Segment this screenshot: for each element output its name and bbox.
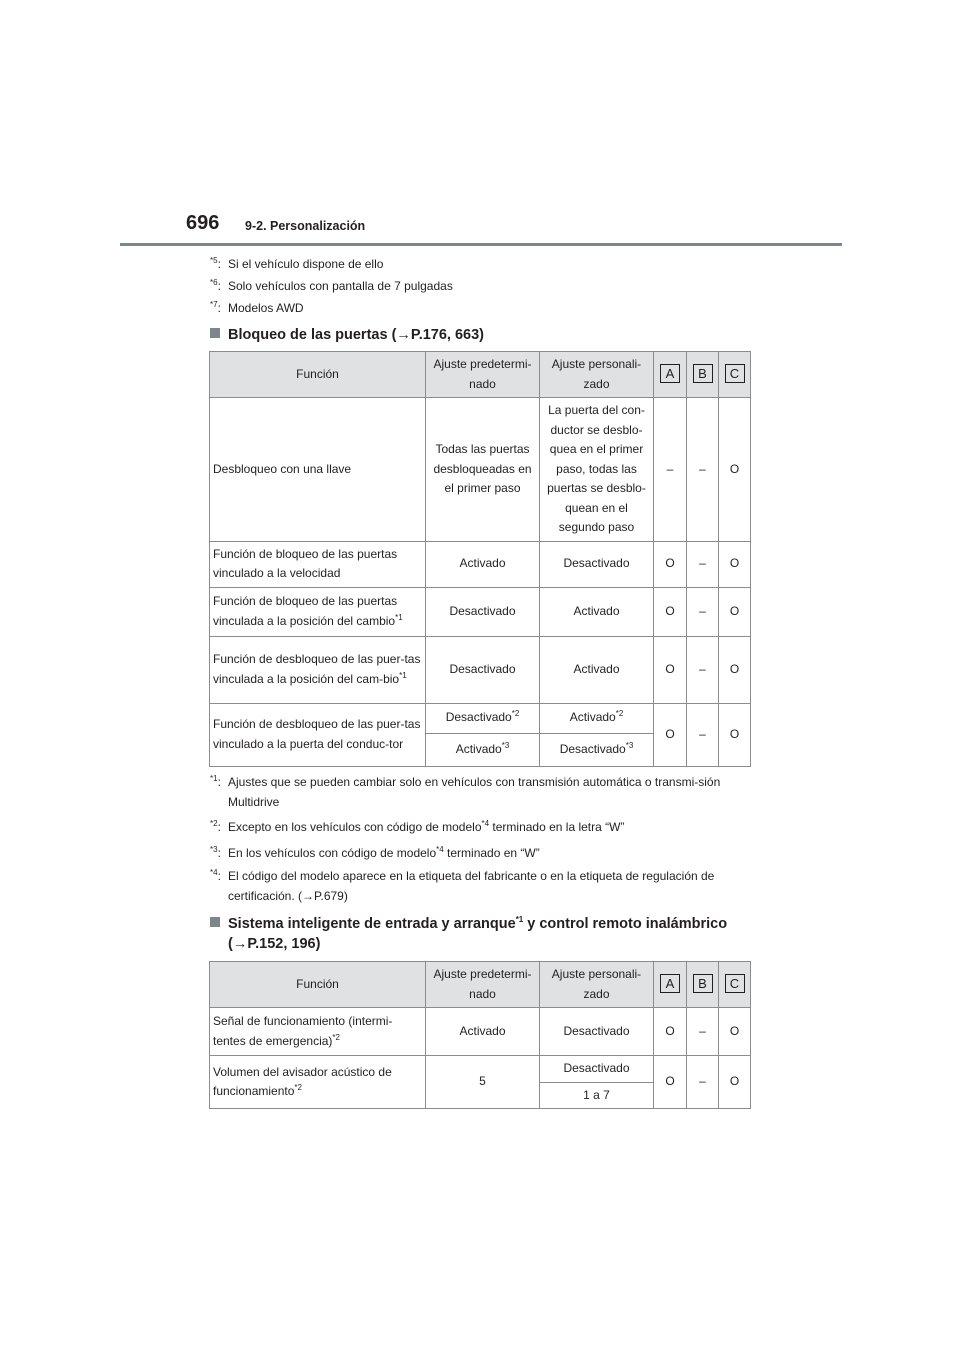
- cell-predeterminado: 5: [426, 1056, 540, 1109]
- footnote-mark: *6: [210, 278, 218, 287]
- table-row: [210, 398, 751, 542]
- col-header-funcion: Función: [210, 962, 426, 1008]
- cell-personalizado: Desactivado: [540, 1008, 654, 1056]
- cell-a: O: [654, 1008, 687, 1056]
- footnote-text: El código del modelo aparece en la etiqueta del fabricante o en la etiqueta de regulación de certificación. (→P.679): [228, 869, 715, 903]
- header-divider: [120, 243, 842, 246]
- cell-c: O: [719, 398, 751, 542]
- cell-predeterminado: Todas las puertas desbloqueadas en el primer paso: [426, 398, 540, 542]
- cell-funcion: Función de desbloqueo de las puer-tas vinculado a la puerta del conduc-tor: [210, 703, 426, 766]
- col-header-a: A: [660, 364, 680, 383]
- section-heading-door-lock: [210, 325, 484, 345]
- cell-a: O: [654, 587, 687, 636]
- cell-c: O: [719, 1008, 751, 1056]
- square-bullet-icon: [210, 328, 220, 338]
- footnote-mark: *4: [210, 868, 218, 877]
- cell-predeterminado: Activado$^{*3}$: [426, 733, 540, 766]
- footnote-text: Solo vehículos con pantalla de 7 pulgadas: [228, 279, 453, 293]
- footnote: $^{*6}$: Solo vehículos con pantalla de 7 pulgadas: [210, 276, 453, 296]
- cell-funcion: Función de bloqueo de las puertas vinculado a la velocidad: [210, 541, 426, 587]
- cell-personalizado: La puerta del con-ductor se desblo-quea en el primer paso, todas las puertas se desblo-quean en el segundo paso: [540, 398, 654, 542]
- section-heading-text: Bloqueo de las puertas (→P.176, 663): [228, 327, 484, 343]
- section-heading-smart-entry: [210, 914, 727, 954]
- footnote-mark: *7: [210, 300, 218, 309]
- square-bullet-icon: [210, 917, 220, 927]
- col-header-predeterminado: Ajuste predetermi-nado: [426, 352, 540, 398]
- cell-c: O: [719, 541, 751, 587]
- col-header-predeterminado: Ajuste predetermi-nado: [426, 962, 540, 1008]
- footnote-mark: *1: [210, 774, 218, 783]
- cell-personalizado: Activado: [540, 587, 654, 636]
- cell-personalizado: Activado$^{*2}$: [540, 703, 654, 733]
- col-header-a: A: [660, 974, 680, 993]
- cell-funcion: Señal de funcionamiento (intermi-tentes de emergencia)$^{*2}$: [210, 1008, 426, 1056]
- cell-predeterminado: Activado: [426, 1008, 540, 1056]
- cell-b: –: [687, 1008, 719, 1056]
- cell-personalizado: Desactivado: [540, 1056, 654, 1083]
- cell-c: O: [719, 1056, 751, 1109]
- cell-funcion: Desbloqueo con una llave: [210, 398, 426, 542]
- cell-personalizado: Activado: [540, 636, 654, 703]
- col-header-c: C: [725, 364, 745, 383]
- cell-predeterminado: Desactivado: [426, 636, 540, 703]
- footnote: $^{*1}$: Ajustes que se pueden cambiar solo en vehículos con transmisión automática o transmi-sión Multidrive: [210, 772, 750, 812]
- footnote-text: Si el vehículo dispone de ello: [228, 257, 384, 271]
- col-header-funcion: Función: [210, 352, 426, 398]
- section-heading-ref: (→P.152, 196): [228, 936, 321, 952]
- table-row: [210, 1056, 751, 1083]
- cell-b: –: [687, 703, 719, 766]
- footnote-text: Ajustes que se pueden cambiar solo en vehículos con transmisión automática o transmi-sión Multidrive: [228, 775, 721, 809]
- table-row: [210, 703, 751, 733]
- footnote-mark: *5: [210, 256, 218, 265]
- smart-entry-settings-table: [209, 961, 751, 1109]
- page-number: 696: [186, 212, 220, 234]
- cell-b: –: [687, 398, 719, 542]
- footnote-text: Modelos AWD: [228, 301, 304, 315]
- cell-predeterminado: Activado: [426, 541, 540, 587]
- footnote: $^{*4}$: El código del modelo aparece en la etiqueta del fabricante o en la etiqueta de regulación de certificación. (→P.679): [210, 866, 750, 906]
- col-header-personalizado: Ajuste personali-zado: [540, 352, 654, 398]
- cell-c: O: [719, 587, 751, 636]
- col-header-b: B: [693, 974, 713, 993]
- footnote: $^{*3}$: En los vehículos con código de modelo$^{*4}$ terminado en “W”: [210, 843, 750, 863]
- col-header-c: C: [725, 974, 745, 993]
- cell-c: O: [719, 703, 751, 766]
- cell-c: O: [719, 636, 751, 703]
- footnote-text: Excepto en los vehículos con código de modelo$^{*4}$ terminado en la letra “W”: [228, 819, 625, 834]
- table-row: [210, 1008, 751, 1056]
- col-header-b: B: [693, 364, 713, 383]
- table-row: [210, 636, 751, 703]
- table-header-row: [210, 352, 751, 398]
- footnote-mark: *2: [210, 819, 218, 828]
- cell-personalizado: 1 a 7: [540, 1082, 654, 1109]
- footnote-mark: *3: [210, 845, 218, 854]
- section-label: 9-2. Personalización: [245, 219, 366, 233]
- footnote: $^{*2}$: Excepto en los vehículos con código de modelo$^{*4}$ terminado en la letra “W”: [210, 817, 750, 837]
- cell-a: O: [654, 541, 687, 587]
- table-row: [210, 587, 751, 636]
- cell-a: O: [654, 703, 687, 766]
- cell-predeterminado: Desactivado$^{*2}$: [426, 703, 540, 733]
- col-header-personalizado: Ajuste personali-zado: [540, 962, 654, 1008]
- cell-funcion: Volumen del avisador acústico de funcionamiento$^{*2}$: [210, 1056, 426, 1109]
- cell-b: –: [687, 1056, 719, 1109]
- cell-b: –: [687, 587, 719, 636]
- table-row: [210, 541, 751, 587]
- cell-a: O: [654, 636, 687, 703]
- table-header-row: [210, 962, 751, 1008]
- cell-b: –: [687, 636, 719, 703]
- cell-funcion: Función de bloqueo de las puertas vinculada a la posición del cambio$^{*1}$: [210, 587, 426, 636]
- cell-a: –: [654, 398, 687, 542]
- cell-b: –: [687, 541, 719, 587]
- cell-personalizado: Desactivado: [540, 541, 654, 587]
- footnote-text: En los vehículos con código de modelo$^{*4}$ terminado en “W”: [228, 845, 540, 860]
- cell-predeterminado: Desactivado: [426, 587, 540, 636]
- cell-personalizado: Desactivado$^{*3}$: [540, 733, 654, 766]
- footnote: $^{*5}$: Si el vehículo dispone de ello: [210, 254, 383, 274]
- footnote: $^{*7}$: Modelos AWD: [210, 298, 304, 318]
- door-lock-settings-table: [209, 351, 751, 767]
- cell-a: O: [654, 1056, 687, 1109]
- cell-funcion: Función de desbloqueo de las puer-tas vinculada a la posición del cam-bio$^{*1}$: [210, 636, 426, 703]
- section-heading-text: Sistema inteligente de entrada y arranque$^{*1}$ y control remoto inalámbrico: [228, 915, 728, 932]
